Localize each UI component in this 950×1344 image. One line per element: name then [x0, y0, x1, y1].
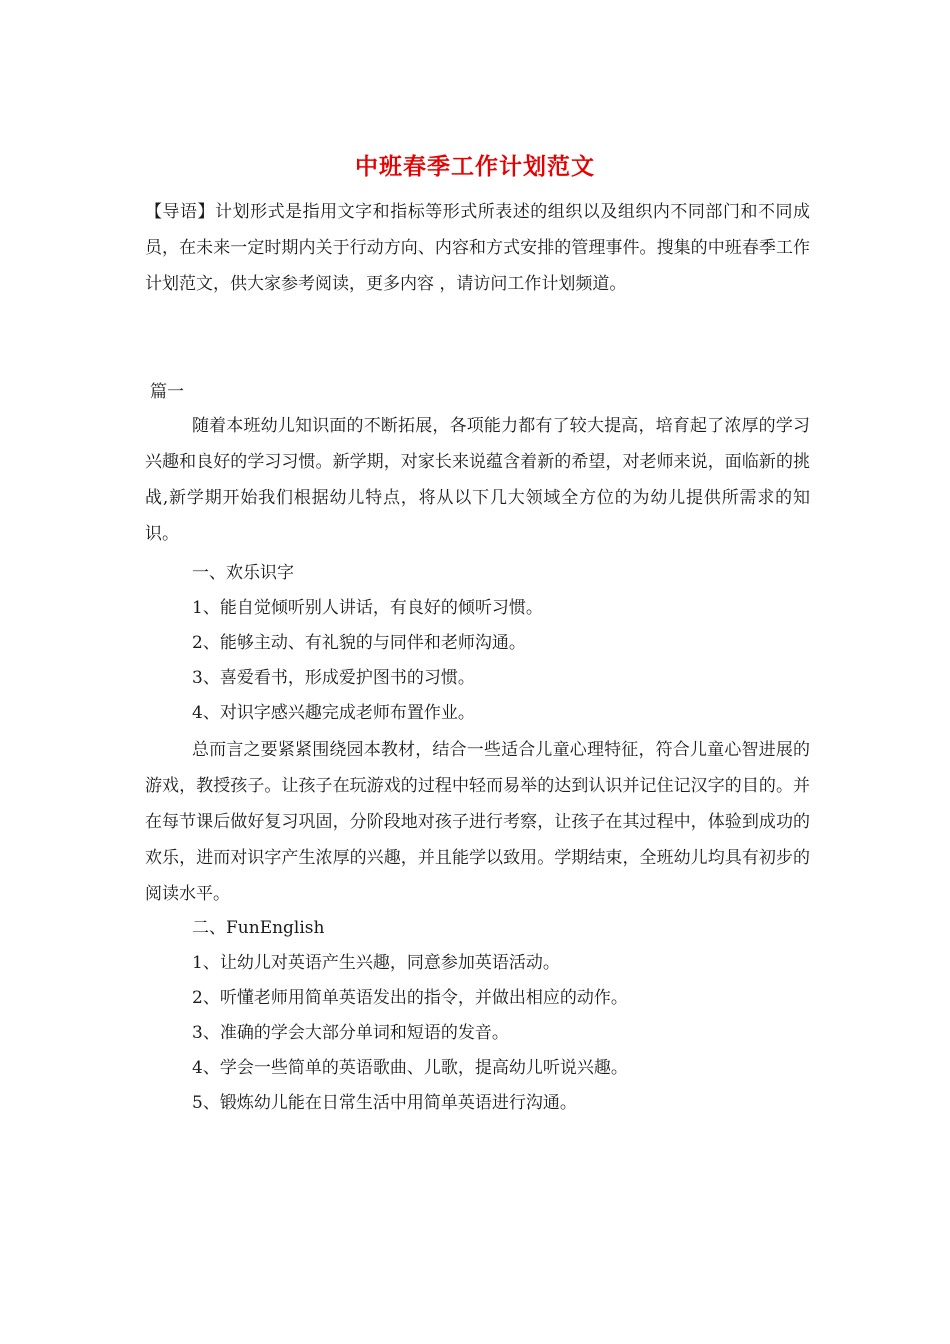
heading-happy-literacy: 一、欢乐识字: [192, 563, 294, 583]
list-item: 4、对识字感兴趣完成老师布置作业。: [192, 703, 475, 723]
paragraph-2: [145, 732, 810, 912]
intro-paragraph: 【导语】计划形式是指用文字和指标等形式所表述的组织以及组织内不同部门和不同成员，在未来一定时期内关于行动方向、内容和方式安排的管理事件。搜集的中班春季工作计划范文，供大家参考阅读，更多内容 ，请访问工作计划频道。: [145, 202, 810, 294]
section-label: 篇一: [150, 382, 184, 402]
document-title: 中班春季工作计划范文: [355, 153, 595, 180]
list-item: 4、学会一些简单的英语歌曲、儿歌，提高幼儿听说兴趣。: [192, 1058, 628, 1078]
heading-fun-english: 二、FunEnglish: [192, 918, 325, 938]
list-item: 2、听懂老师用简单英语发出的指令，并做出相应的动作。: [192, 988, 628, 1008]
paragraph-1: [145, 408, 810, 552]
list-item: 1、能自觉倾听别人讲话，有良好的倾听习惯。: [192, 598, 543, 618]
list-item: 5、锻炼幼儿能在日常生活中用简单英语进行沟通。: [192, 1093, 577, 1113]
list-item: 1、让幼儿对英语产生兴趣，同意参加英语活动。: [192, 953, 560, 973]
list-item: 2、能够主动、有礼貌的与同伴和老师沟通。: [192, 633, 526, 653]
list-item: 3、喜爱看书，形成爱护图书的习惯。: [192, 668, 475, 688]
paragraph-1-text: 随着本班幼儿知识面的不断拓展，各项能力都有了较大提高，培育起了浓厚的学习兴趣和良好的学习习惯。新学期，对家长来说蕴含着新的希望，对老师来说，面临新的挑战,新学期开始我们根据幼儿特点，将从以下几大领域全方位的为幼儿提供所需求的知识。: [145, 416, 810, 544]
list-item: 3、准确的学会大部分单词和短语的发音。: [192, 1023, 509, 1043]
paragraph-2-text: 总而言之要紧紧围绕园本教材，结合一些适合儿童心理特征，符合儿童心智进展的游戏，教授孩子。让孩子在玩游戏的过程中轻而易举的达到认识并记住记汉字的目的。并在每节课后做好复习巩固，分阶段地对孩子进行考察，让孩子在其过程中，体验到成功的欢乐，进而对识字产生浓厚的兴趣，并且能学以致用。学期结束，全班幼儿均具有初步的阅读水平。: [145, 740, 810, 904]
